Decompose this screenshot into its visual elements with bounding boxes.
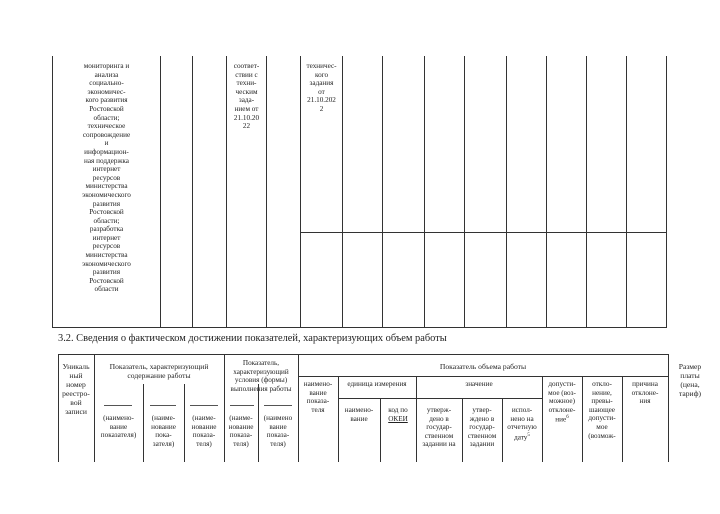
payment-line: Размер (678, 362, 702, 371)
registry-line: Уникаль (62, 362, 90, 371)
activity-line: интернет (92, 165, 121, 174)
allowed-line: отклоне- (548, 405, 576, 414)
content-indicator-header (94, 362, 224, 380)
indicator-name-line: показа- (306, 397, 330, 406)
condition-indicator-name-2 (258, 414, 298, 448)
conditions-group-line: условия (формы) (234, 376, 288, 385)
activity-line: министерства (85, 251, 128, 260)
pd2-line: вание (269, 422, 287, 431)
activity-line: экономического (82, 259, 131, 268)
payment-line: тариф) (678, 389, 702, 398)
task-line: техничес- (306, 62, 337, 70)
pd1-line: (наиме- (229, 414, 253, 422)
conditions-group-line: характеризующий (233, 367, 289, 376)
okei-code-header (380, 406, 416, 423)
registry-line: номер (66, 380, 86, 389)
pd1-line: нование (228, 422, 254, 431)
task-line: 21.10.202 (307, 96, 336, 105)
activity-line: социально- (89, 79, 124, 88)
approved2-line: ждено в (469, 414, 495, 423)
pc2-line: нование (151, 422, 176, 431)
pd1-line: показа- (229, 431, 253, 440)
allowed-line: мое (воз- (548, 388, 576, 397)
registry-line: реестро- (62, 389, 90, 398)
payment-size-header (670, 362, 710, 398)
pc3-line: теля) (196, 439, 212, 448)
content-indicator-name-1 (94, 414, 143, 440)
approved-line: утверж- (426, 406, 452, 414)
activity-line: ресурсов (92, 173, 121, 182)
allowed-line: можное) (548, 397, 576, 406)
content-indicator-name-2 (143, 414, 184, 448)
activity-line: информацион- (84, 147, 129, 156)
pc2-line: (наиме- (151, 414, 176, 422)
unit-header: единица измерения (347, 380, 407, 388)
value-header: значение (465, 380, 493, 388)
conditions-indicator-header (224, 359, 298, 393)
unit-name-line: вание (350, 414, 368, 423)
exceed-line: превы- (591, 397, 613, 406)
conditions-group-line: выполнения работы (230, 384, 292, 393)
pc3-line: показа- (192, 431, 216, 440)
pd1-line: теля) (233, 439, 249, 448)
activity-line: области; (93, 216, 120, 225)
compliance-line: соответ- (233, 62, 260, 70)
registry-line: ный (69, 371, 83, 380)
pc1-line: (наимено- (103, 414, 134, 422)
condition-indicator-name-1 (224, 414, 258, 448)
activity-line: разработка (89, 225, 124, 234)
registry-line: записи (65, 407, 87, 416)
executed-line: отчетную (507, 423, 537, 432)
pd2-line: (наимено (263, 414, 293, 422)
approved-line: дено в (429, 414, 449, 423)
pc3-line: нование (191, 422, 217, 431)
indicator-name-line: наимено- (303, 380, 333, 388)
approved-task-header-2 (462, 406, 502, 449)
activity-line: Ростовской (89, 276, 124, 285)
approved-line: государ- (426, 423, 452, 432)
okei-line: код по (388, 406, 408, 414)
pc2-line: пока- (155, 431, 172, 440)
compliance-line: техни- (236, 79, 257, 88)
conditions-group-line: Показатель, (242, 359, 280, 367)
exceed-line: откло- (592, 380, 612, 388)
activity-line: Ростовской (89, 104, 124, 113)
allowed-footnote: 6 (566, 415, 569, 421)
activity-line: развития (92, 199, 121, 208)
content-group-line: Показатель, характеризующий (109, 362, 209, 371)
payment-line: платы (680, 371, 700, 380)
registry-number-header (58, 362, 94, 416)
pc1-line: показателя) (100, 431, 137, 440)
indicator-name-line: вание (309, 388, 327, 397)
pc2-line: зателя) (152, 439, 175, 448)
activity-line: министерства (85, 182, 128, 191)
task-line: 2 (319, 104, 324, 113)
deviation-reason-header (622, 380, 668, 406)
allowed-deviation-header (542, 380, 582, 424)
activity-line: кого развития (85, 96, 128, 105)
indicator-name-line: теля (311, 405, 325, 414)
allowed-line: ние$^6$ (555, 415, 569, 424)
content-indicator-name-3 (184, 414, 224, 448)
compliance-line: ческим (235, 87, 258, 96)
excess-deviation-header (582, 380, 622, 440)
activity-line: области (94, 285, 119, 294)
activity-line: ресурсов (92, 242, 121, 251)
pc1-line: вание (109, 422, 128, 431)
activity-line: техническое (87, 122, 126, 131)
allowed-line: допусти- (548, 380, 576, 388)
volume-indicator-header: Показатель объема работы (439, 362, 527, 371)
activity-line: анализа (94, 70, 119, 79)
registry-line: вой (70, 398, 82, 407)
compliance-line: ствии с (235, 70, 258, 79)
okei-line: ОКЕИ (388, 414, 408, 423)
compliance-line: 22 (242, 122, 251, 131)
activity-line: Ростовской (89, 208, 124, 217)
approved-line: ственном (424, 431, 454, 440)
section-title: 3.2. Сведения о фактическом достижении показателей, характеризующих объем работы (58, 333, 447, 344)
unit-name-line: наимено- (344, 406, 374, 414)
reason-line: отклоне- (631, 388, 659, 397)
pc3-line: (наиме- (192, 414, 216, 422)
indicator-name-header (298, 380, 338, 414)
task-line: задания (309, 79, 334, 88)
exceed-line: (возмож- (588, 431, 616, 440)
executed-line: нено на (510, 414, 534, 423)
executed-line: дату$^5$ (514, 432, 530, 442)
activity-line: экономичес- (87, 87, 126, 96)
executed-line: испол- (511, 406, 533, 414)
compliance-line: зада- (238, 96, 255, 105)
approved-task-header (416, 406, 462, 449)
approved-line: задании на (422, 440, 456, 449)
task-line: кого (314, 70, 329, 79)
content-group-line: содержание работы (127, 371, 191, 380)
exceed-line: допусти- (588, 414, 616, 423)
pd2-line: теля) (270, 439, 286, 448)
reason-line: ния (639, 397, 651, 406)
exceed-line: мое (596, 422, 608, 431)
activity-line: ная поддержка (83, 156, 129, 165)
executed-footnote: 5 (527, 432, 530, 438)
approved2-line: утвер- (472, 406, 492, 414)
unit-name-header (338, 406, 380, 423)
activity-line: развития (92, 268, 121, 277)
compliance-line: нием от (234, 104, 259, 113)
executed-header (502, 406, 542, 442)
payment-line: (цена, (680, 380, 700, 389)
approved2-line: государ- (469, 423, 495, 432)
pd2-line: показа- (266, 431, 290, 440)
exceed-line: шающее (588, 405, 615, 414)
activity-line: экономического (82, 190, 131, 199)
activity-line: интернет (92, 233, 121, 242)
reason-line: причина (632, 380, 658, 388)
activity-line: мониторинга и (83, 62, 130, 70)
compliance-line: 21.10.20 (233, 113, 260, 122)
activity-line: области; (93, 113, 120, 122)
activity-line: сопровождение (82, 130, 131, 139)
approved2-line: задании (469, 440, 495, 449)
activity-line: и (104, 139, 109, 148)
task-line: от (318, 87, 325, 96)
approved2-line: ственном (467, 431, 497, 440)
exceed-line: нение, (592, 388, 612, 397)
